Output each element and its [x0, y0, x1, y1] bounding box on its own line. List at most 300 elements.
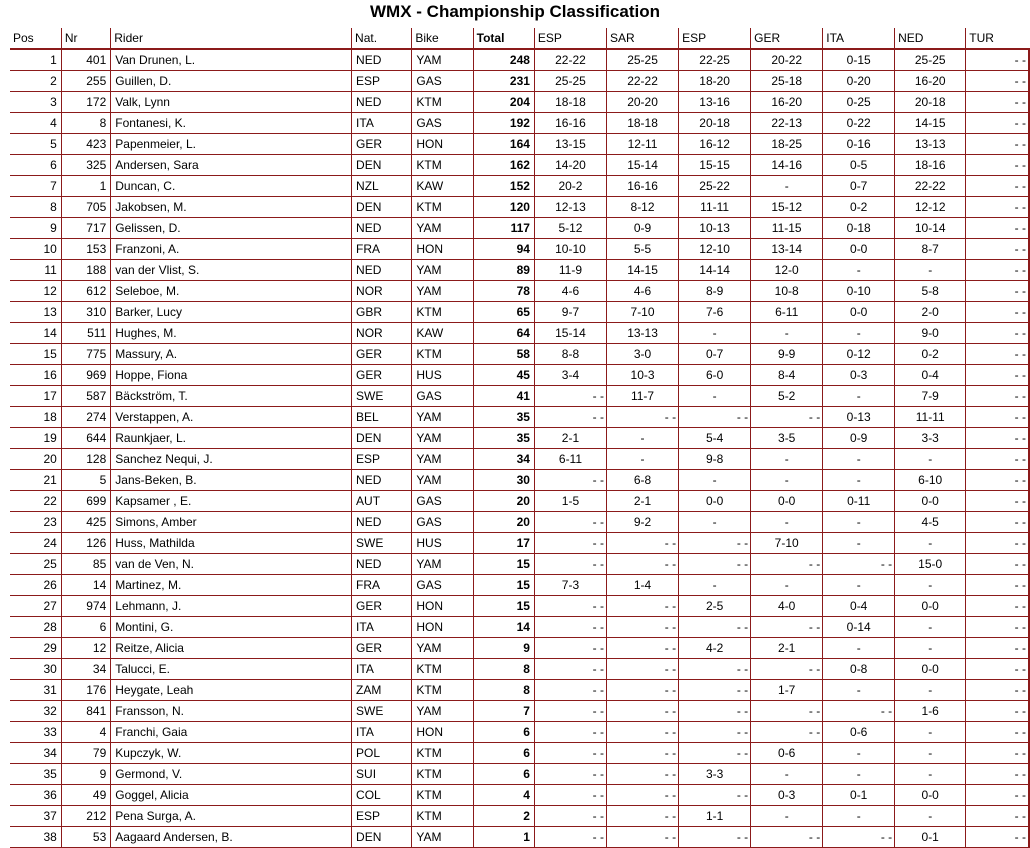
race-2-cell: 25-25	[607, 49, 679, 71]
race-2-cell: - -	[607, 638, 679, 659]
race-7-cell: - -	[966, 449, 1029, 470]
nat-cell: NZL	[352, 176, 412, 197]
nat-cell: FRA	[352, 239, 412, 260]
table-row	[10, 113, 1029, 134]
race-7-cell: - -	[966, 680, 1029, 701]
race-6-cell: -	[895, 260, 966, 281]
race-6-cell: 0-0	[895, 596, 966, 617]
race-7-cell: - -	[966, 470, 1029, 491]
race-5-cell: 0-0	[823, 302, 895, 323]
table-row	[10, 344, 1029, 365]
nr-cell: 974	[61, 596, 110, 617]
nat-cell: DEN	[352, 197, 412, 218]
race-1-cell: 25-25	[534, 71, 606, 92]
bike-cell: YAM	[412, 428, 473, 449]
bike-cell: YAM	[412, 701, 473, 722]
race-7-cell: - -	[966, 491, 1029, 512]
bike-cell: GAS	[412, 113, 473, 134]
race-5-cell: -	[823, 470, 895, 491]
race-1-cell: - -	[534, 827, 606, 848]
bike-cell: KAW	[412, 176, 473, 197]
rider-name[interactable]: Andersen, Sara	[111, 155, 352, 176]
nat-cell: ITA	[352, 113, 412, 134]
race-7-cell: - -	[966, 365, 1029, 386]
rider-name[interactable]: Van Drunen, L.	[111, 49, 352, 71]
rider-name[interactable]: Duncan, C.	[111, 176, 352, 197]
nr-cell: 699	[61, 491, 110, 512]
col-header-total[interactable]: Total	[473, 28, 534, 49]
race-5-cell: -	[823, 743, 895, 764]
race-5-cell: 0-15	[823, 49, 895, 71]
rider-name[interactable]: Talucci, E.	[111, 659, 352, 680]
race-7-cell: - -	[966, 575, 1029, 596]
total-cell: 20	[473, 512, 534, 533]
rider-name[interactable]: Hoppe, Fiona	[111, 365, 352, 386]
pos-cell: 28	[10, 617, 61, 638]
race-7-cell: - -	[966, 722, 1029, 743]
total-cell: 15	[473, 554, 534, 575]
table-row	[10, 197, 1029, 218]
race-4-cell: -	[751, 512, 823, 533]
nr-cell: 212	[61, 806, 110, 827]
rider-name[interactable]: Bäckström, T.	[111, 386, 352, 407]
race-7-cell: - -	[966, 386, 1029, 407]
race-7-cell: - -	[966, 533, 1029, 554]
rider-name[interactable]: Germond, V.	[111, 764, 352, 785]
race-2-cell: 18-18	[607, 113, 679, 134]
pos-cell: 13	[10, 302, 61, 323]
race-6-cell: 6-10	[895, 470, 966, 491]
race-3-cell: 12-10	[679, 239, 751, 260]
col-header-race-7[interactable]: TUR	[966, 28, 1029, 49]
nat-cell: GER	[352, 134, 412, 155]
race-3-cell: 14-14	[679, 260, 751, 281]
table-row	[10, 71, 1029, 92]
race-7-cell: - -	[966, 617, 1029, 638]
race-4-cell: 9-9	[751, 344, 823, 365]
race-1-cell: - -	[534, 470, 606, 491]
nr-cell: 274	[61, 407, 110, 428]
race-6-cell: -	[895, 533, 966, 554]
rider-name[interactable]: Guillen, D.	[111, 71, 352, 92]
race-6-cell: -	[895, 638, 966, 659]
race-4-cell: -	[751, 323, 823, 344]
race-1-cell: - -	[534, 386, 606, 407]
rider-name[interactable]: Franchi, Gaia	[111, 722, 352, 743]
bike-cell: YAM	[412, 260, 473, 281]
nr-cell: 4	[61, 722, 110, 743]
race-4-cell: 2-1	[751, 638, 823, 659]
rider-name[interactable]: Seleboe, M.	[111, 281, 352, 302]
rider-name[interactable]: Heygate, Leah	[111, 680, 352, 701]
race-5-cell: -	[823, 260, 895, 281]
race-7-cell: - -	[966, 659, 1029, 680]
race-4-cell: 0-6	[751, 743, 823, 764]
race-2-cell: 1-4	[607, 575, 679, 596]
race-4-cell: 6-11	[751, 302, 823, 323]
race-5-cell: -	[823, 533, 895, 554]
bike-cell: KTM	[412, 680, 473, 701]
nat-cell: NED	[352, 470, 412, 491]
rider-name[interactable]: Jakobsen, M.	[111, 197, 352, 218]
total-cell: 14	[473, 617, 534, 638]
race-3-cell: - -	[679, 554, 751, 575]
race-7-cell: - -	[966, 701, 1029, 722]
nr-cell: 85	[61, 554, 110, 575]
race-4-cell: 16-20	[751, 92, 823, 113]
rider-name[interactable]: Massury, A.	[111, 344, 352, 365]
rider-name[interactable]: Pena Surga, A.	[111, 806, 352, 827]
pos-cell: 10	[10, 239, 61, 260]
rider-name[interactable]: Sanchez Nequi, J.	[111, 449, 352, 470]
race-3-cell: -	[679, 386, 751, 407]
pos-cell: 16	[10, 365, 61, 386]
table-row	[10, 638, 1029, 659]
bike-cell: YAM	[412, 449, 473, 470]
pos-cell: 17	[10, 386, 61, 407]
race-1-cell: 12-13	[534, 197, 606, 218]
table-row	[10, 554, 1029, 575]
race-1-cell: 14-20	[534, 155, 606, 176]
race-2-cell: 4-6	[607, 281, 679, 302]
race-5-cell: - -	[823, 554, 895, 575]
nat-cell: DEN	[352, 827, 412, 848]
pos-cell: 4	[10, 113, 61, 134]
bike-cell: KTM	[412, 155, 473, 176]
rider-name[interactable]: Fontanesi, K.	[111, 113, 352, 134]
rider-name[interactable]: Montini, G.	[111, 617, 352, 638]
race-2-cell: 3-0	[607, 344, 679, 365]
col-header-nat[interactable]: Nat.	[352, 28, 412, 49]
race-5-cell: -	[823, 449, 895, 470]
rider-name[interactable]: Kapsamer , E.	[111, 491, 352, 512]
race-6-cell: 10-14	[895, 218, 966, 239]
race-3-cell: 10-13	[679, 218, 751, 239]
bike-cell: HON	[412, 134, 473, 155]
nr-cell: 53	[61, 827, 110, 848]
col-header-pos[interactable]: Pos	[10, 28, 61, 49]
total-cell: 30	[473, 470, 534, 491]
total-cell: 117	[473, 218, 534, 239]
race-4-cell: -	[751, 470, 823, 491]
race-3-cell: -	[679, 323, 751, 344]
race-7-cell: - -	[966, 428, 1029, 449]
rider-name[interactable]: Hughes, M.	[111, 323, 352, 344]
race-7-cell: - -	[966, 554, 1029, 575]
rider-name[interactable]: Simons, Amber	[111, 512, 352, 533]
bike-cell: KTM	[412, 344, 473, 365]
header-row	[10, 28, 1029, 49]
race-6-cell: -	[895, 743, 966, 764]
nr-cell: 188	[61, 260, 110, 281]
race-3-cell: 13-16	[679, 92, 751, 113]
race-6-cell: 1-6	[895, 701, 966, 722]
nr-cell: 172	[61, 92, 110, 113]
rider-name[interactable]: Gelissen, D.	[111, 218, 352, 239]
race-2-cell: - -	[607, 617, 679, 638]
table-row	[10, 218, 1029, 239]
pos-cell: 12	[10, 281, 61, 302]
race-5-cell: -	[823, 575, 895, 596]
total-cell: 58	[473, 344, 534, 365]
nat-cell: FRA	[352, 575, 412, 596]
rider-name[interactable]: van de Ven, N.	[111, 554, 352, 575]
total-cell: 89	[473, 260, 534, 281]
table-row	[10, 806, 1029, 827]
total-cell: 162	[473, 155, 534, 176]
race-4-cell: 18-25	[751, 134, 823, 155]
table-row	[10, 428, 1029, 449]
race-5-cell: 0-10	[823, 281, 895, 302]
nat-cell: NED	[352, 554, 412, 575]
pos-cell: 26	[10, 575, 61, 596]
table-row	[10, 176, 1029, 197]
nat-cell: NED	[352, 512, 412, 533]
rider-name[interactable]: Lehmann, J.	[111, 596, 352, 617]
pos-cell: 15	[10, 344, 61, 365]
race-5-cell: 0-3	[823, 365, 895, 386]
col-header-race-4[interactable]: GER	[751, 28, 823, 49]
bike-cell: KTM	[412, 764, 473, 785]
total-cell: 20	[473, 491, 534, 512]
bike-cell: HON	[412, 239, 473, 260]
race-1-cell: - -	[534, 407, 606, 428]
race-5-cell: -	[823, 323, 895, 344]
bike-cell: HON	[412, 722, 473, 743]
race-3-cell: 15-15	[679, 155, 751, 176]
nat-cell: AUT	[352, 491, 412, 512]
pos-cell: 23	[10, 512, 61, 533]
total-cell: 6	[473, 764, 534, 785]
race-4-cell: 0-3	[751, 785, 823, 806]
nat-cell: SUI	[352, 764, 412, 785]
total-cell: 41	[473, 386, 534, 407]
total-cell: 65	[473, 302, 534, 323]
race-3-cell: - -	[679, 659, 751, 680]
table-row	[10, 323, 1029, 344]
race-7-cell: - -	[966, 827, 1029, 848]
race-1-cell: - -	[534, 785, 606, 806]
nr-cell: 176	[61, 680, 110, 701]
race-2-cell: 14-15	[607, 260, 679, 281]
rider-name[interactable]: van der Vlist, S.	[111, 260, 352, 281]
race-6-cell: 7-9	[895, 386, 966, 407]
race-4-cell: 0-0	[751, 491, 823, 512]
table-row	[10, 722, 1029, 743]
nat-cell: NED	[352, 260, 412, 281]
race-7-cell: - -	[966, 176, 1029, 197]
rider-name[interactable]: Goggel, Alicia	[111, 785, 352, 806]
race-7-cell: - -	[966, 764, 1029, 785]
race-6-cell: 0-0	[895, 659, 966, 680]
race-6-cell: 3-3	[895, 428, 966, 449]
race-1-cell: - -	[534, 512, 606, 533]
race-1-cell: 13-15	[534, 134, 606, 155]
rider-name[interactable]: Reitze, Alicia	[111, 638, 352, 659]
race-3-cell: 3-3	[679, 764, 751, 785]
rider-name[interactable]: Valk, Lynn	[111, 92, 352, 113]
col-header-race-2[interactable]: SAR	[607, 28, 679, 49]
classification-table	[10, 28, 1030, 848]
race-1-cell: 15-14	[534, 323, 606, 344]
nat-cell: NED	[352, 92, 412, 113]
race-3-cell: - -	[679, 785, 751, 806]
race-4-cell: - -	[751, 407, 823, 428]
col-header-rider[interactable]: Rider	[111, 28, 352, 49]
race-5-cell: 0-22	[823, 113, 895, 134]
race-4-cell: - -	[751, 722, 823, 743]
race-4-cell: 3-5	[751, 428, 823, 449]
total-cell: 35	[473, 407, 534, 428]
nr-cell: 128	[61, 449, 110, 470]
race-1-cell: - -	[534, 701, 606, 722]
nat-cell: ZAM	[352, 680, 412, 701]
bike-cell: YAM	[412, 49, 473, 71]
race-7-cell: - -	[966, 49, 1029, 71]
race-4-cell: 1-7	[751, 680, 823, 701]
pos-cell: 2	[10, 71, 61, 92]
table-row	[10, 764, 1029, 785]
race-5-cell: 0-6	[823, 722, 895, 743]
race-1-cell: - -	[534, 596, 606, 617]
race-2-cell: - -	[607, 533, 679, 554]
pos-cell: 32	[10, 701, 61, 722]
nr-cell: 9	[61, 764, 110, 785]
pos-cell: 11	[10, 260, 61, 281]
race-7-cell: - -	[966, 260, 1029, 281]
page-title: WMX - Championship Classification	[370, 2, 660, 21]
race-1-cell: 8-8	[534, 344, 606, 365]
nr-cell: 5	[61, 470, 110, 491]
nr-cell: 49	[61, 785, 110, 806]
race-6-cell: -	[895, 575, 966, 596]
rider-name[interactable]: Verstappen, A.	[111, 407, 352, 428]
race-3-cell: 16-12	[679, 134, 751, 155]
bike-cell: KTM	[412, 785, 473, 806]
race-1-cell: - -	[534, 743, 606, 764]
nr-cell: 401	[61, 49, 110, 71]
race-4-cell: 7-10	[751, 533, 823, 554]
rider-name[interactable]: Fransson, N.	[111, 701, 352, 722]
race-4-cell: -	[751, 806, 823, 827]
nat-cell: ESP	[352, 71, 412, 92]
col-header-race-1[interactable]: ESP	[534, 28, 606, 49]
race-7-cell: - -	[966, 155, 1029, 176]
total-cell: 15	[473, 596, 534, 617]
race-2-cell: 9-2	[607, 512, 679, 533]
rider-name[interactable]: Huss, Mathilda	[111, 533, 352, 554]
race-6-cell: 5-8	[895, 281, 966, 302]
col-header-race-3[interactable]: ESP	[679, 28, 751, 49]
race-6-cell: 16-20	[895, 71, 966, 92]
race-4-cell: - -	[751, 701, 823, 722]
nat-cell: SWE	[352, 386, 412, 407]
race-2-cell: 20-20	[607, 92, 679, 113]
race-6-cell: 20-18	[895, 92, 966, 113]
total-cell: 8	[473, 680, 534, 701]
total-cell: 231	[473, 71, 534, 92]
rider-name[interactable]: Barker, Lucy	[111, 302, 352, 323]
table-row	[10, 260, 1029, 281]
table-row	[10, 575, 1029, 596]
race-3-cell: 6-0	[679, 365, 751, 386]
rider-name[interactable]: Raunkjaer, L.	[111, 428, 352, 449]
race-4-cell: - -	[751, 554, 823, 575]
table-row	[10, 92, 1029, 113]
race-7-cell: - -	[966, 218, 1029, 239]
race-4-cell: 15-12	[751, 197, 823, 218]
race-2-cell: 12-11	[607, 134, 679, 155]
race-1-cell: 2-1	[534, 428, 606, 449]
total-cell: 8	[473, 659, 534, 680]
total-cell: 15	[473, 575, 534, 596]
race-6-cell: 0-0	[895, 491, 966, 512]
race-6-cell: 18-16	[895, 155, 966, 176]
pos-cell: 37	[10, 806, 61, 827]
race-5-cell: -	[823, 386, 895, 407]
race-1-cell: - -	[534, 722, 606, 743]
race-1-cell: 9-7	[534, 302, 606, 323]
race-6-cell: -	[895, 764, 966, 785]
nr-cell: 841	[61, 701, 110, 722]
nat-cell: GER	[352, 638, 412, 659]
nat-cell: SWE	[352, 533, 412, 554]
rider-name[interactable]: Aagaard Andersen, B.	[111, 827, 352, 848]
race-4-cell: 4-0	[751, 596, 823, 617]
col-header-nr[interactable]: Nr	[61, 28, 110, 49]
race-5-cell: 0-4	[823, 596, 895, 617]
col-header-race-6[interactable]: NED	[895, 28, 966, 49]
race-4-cell: 5-2	[751, 386, 823, 407]
race-7-cell: - -	[966, 197, 1029, 218]
race-3-cell: - -	[679, 722, 751, 743]
race-1-cell: 1-5	[534, 491, 606, 512]
col-header-bike[interactable]: Bike	[412, 28, 473, 49]
race-2-cell: - -	[607, 554, 679, 575]
race-1-cell: - -	[534, 806, 606, 827]
rider-name[interactable]: Papenmeier, L.	[111, 134, 352, 155]
nr-cell: 705	[61, 197, 110, 218]
table-row	[10, 785, 1029, 806]
race-1-cell: - -	[534, 554, 606, 575]
race-3-cell: -	[679, 575, 751, 596]
race-6-cell: 0-4	[895, 365, 966, 386]
race-4-cell: -	[751, 449, 823, 470]
race-3-cell: - -	[679, 743, 751, 764]
rider-name[interactable]: Martinez, M.	[111, 575, 352, 596]
pos-cell: 18	[10, 407, 61, 428]
race-5-cell: 0-25	[823, 92, 895, 113]
rider-name[interactable]: Jans-Beken, B.	[111, 470, 352, 491]
rider-name[interactable]: Franzoni, A.	[111, 239, 352, 260]
race-4-cell: -	[751, 575, 823, 596]
race-3-cell: 25-22	[679, 176, 751, 197]
race-3-cell: -	[679, 470, 751, 491]
rider-name[interactable]: Kupczyk, W.	[111, 743, 352, 764]
race-5-cell: - -	[823, 701, 895, 722]
race-2-cell: 10-3	[607, 365, 679, 386]
table-row	[10, 533, 1029, 554]
col-header-race-5[interactable]: ITA	[823, 28, 895, 49]
race-5-cell: -	[823, 512, 895, 533]
pos-cell: 5	[10, 134, 61, 155]
race-1-cell: 16-16	[534, 113, 606, 134]
race-5-cell: 0-8	[823, 659, 895, 680]
pos-cell: 3	[10, 92, 61, 113]
race-3-cell: -	[679, 512, 751, 533]
race-5-cell: 0-5	[823, 155, 895, 176]
race-6-cell: 0-1	[895, 827, 966, 848]
